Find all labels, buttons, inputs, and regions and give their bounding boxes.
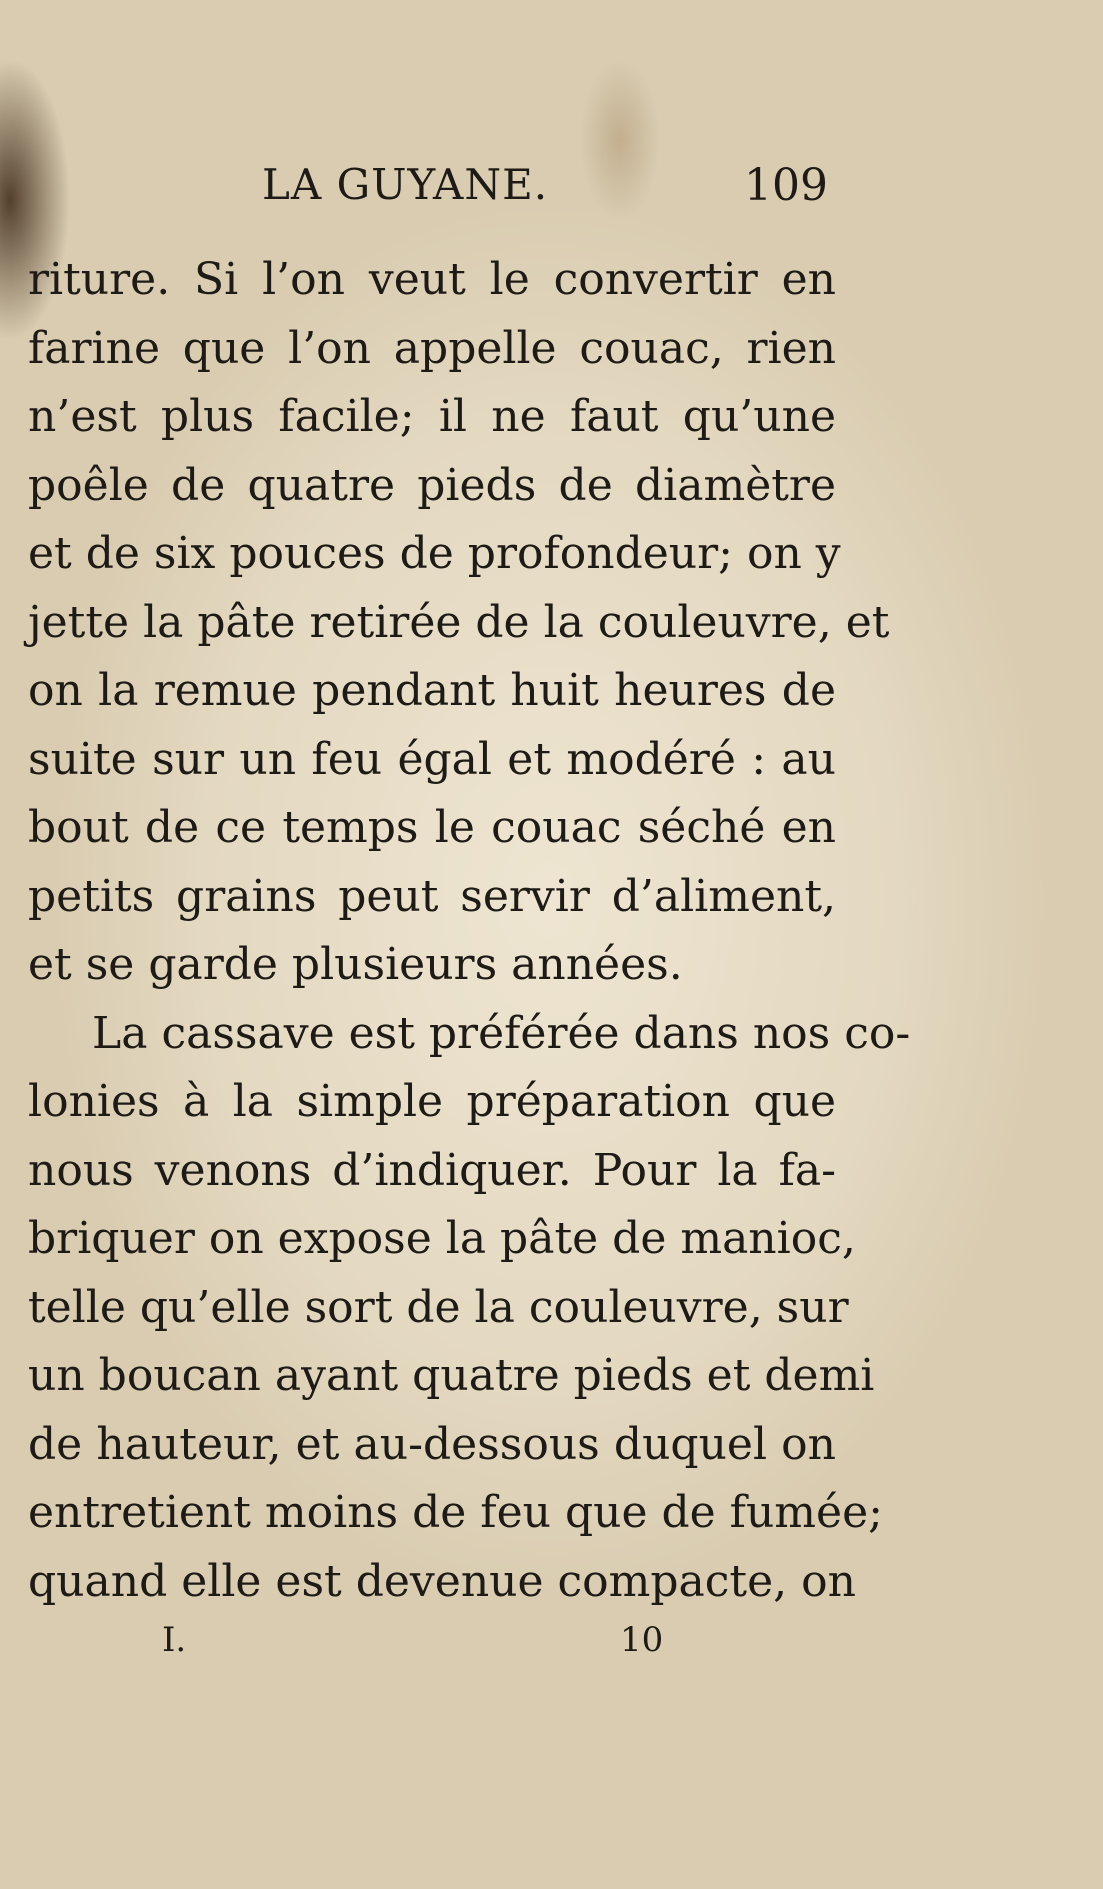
running-title: LA GUYANE. bbox=[262, 160, 549, 209]
text-line: entretient moins de feu que de fumée; bbox=[28, 1487, 883, 1538]
text-line: riture. Si l’on veut le convertir en bbox=[28, 254, 836, 305]
paragraph-start-line: La cassave est préférée dans nos co- bbox=[92, 1007, 911, 1059]
signature-number: 10 bbox=[620, 1620, 664, 1660]
page-footer bbox=[0, 1620, 1103, 1670]
text-line: quand elle est devenue compacte, on bbox=[28, 1555, 856, 1607]
text-line: briquer on expose la pâte de manioc, bbox=[28, 1213, 856, 1264]
text-line: on la remue pendant huit heures de bbox=[28, 665, 836, 716]
text-line: de hauteur, et au-dessous duquel on bbox=[28, 1418, 836, 1470]
body-text bbox=[28, 246, 911, 1616]
text-line: telle qu’elle sort de la couleuvre, sur bbox=[28, 1281, 849, 1333]
text-line: bout de ce temps le couac séché en bbox=[28, 802, 836, 853]
text-line: poêle de quatre pieds de diamètre bbox=[28, 459, 836, 511]
text-line: lonies à la simple préparation que bbox=[28, 1076, 836, 1127]
paragraph-end-line: et se garde plusieurs années. bbox=[28, 939, 683, 990]
page-number: 109 bbox=[744, 160, 828, 211]
text-line: nous venons d’indiquer. Pour la fa- bbox=[28, 1144, 836, 1196]
text-line: suite sur un feu égal et modéré : au bbox=[28, 733, 836, 785]
text-line: n’est plus facile; il ne faut qu’une bbox=[28, 391, 836, 442]
text-line: jette la pâte retirée de la couleuvre, et bbox=[28, 596, 890, 648]
signature-volume: I. bbox=[162, 1620, 187, 1660]
text-line: un boucan ayant quatre pieds et demi bbox=[28, 1350, 875, 1401]
page-header bbox=[0, 160, 1103, 220]
text-line: farine que l’on appelle couac, rien bbox=[28, 322, 836, 374]
text-line: petits grains peut servir d’aliment, bbox=[28, 870, 836, 922]
text-line: et de six pouces de profondeur; on y bbox=[28, 528, 841, 579]
